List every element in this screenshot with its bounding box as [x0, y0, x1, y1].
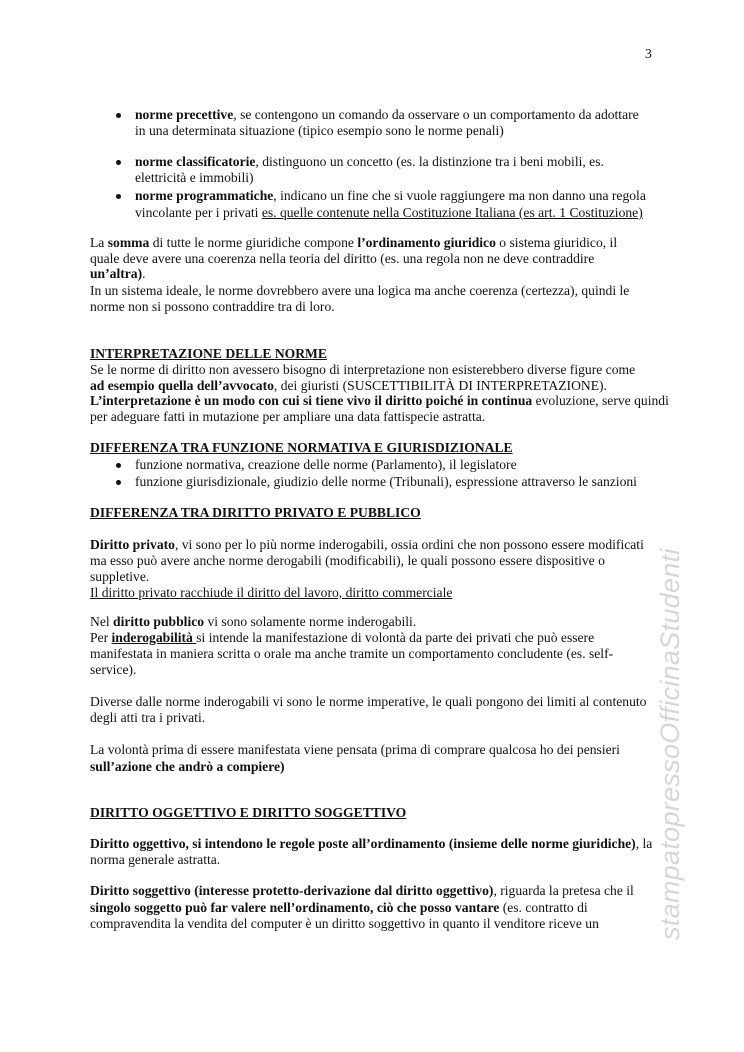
text-line: [90, 710, 205, 726]
text-run: inderogabilità: [111, 630, 197, 645]
text-run: elettricità e immobili): [135, 170, 254, 185]
text-run: La: [90, 235, 108, 250]
text-run: La volontà prima di essere manifestata viene pensata (prima di comprare qualcosa ho dei pensieri: [90, 742, 620, 757]
text-line: [90, 694, 646, 710]
text-line: [90, 900, 588, 916]
bullet-icon: [116, 160, 121, 165]
text-run: .: [142, 266, 146, 281]
text-line: [90, 569, 149, 585]
text-run: per adeguare fatti in mutazione per ampliare una data fattispecie astratta.: [90, 409, 486, 424]
bullet-icon: [116, 480, 121, 485]
bullet-icon: [116, 113, 121, 118]
text-run: norme non si possono contraddire tra di loro.: [90, 299, 335, 314]
text-line: [90, 409, 485, 425]
text-run: diritto pubblico: [113, 614, 205, 629]
watermark: stampatopressoOfficinaStudenti: [655, 548, 685, 940]
text-run: (es. contratto di: [499, 900, 588, 915]
section-heading: [90, 346, 327, 362]
text-run: Nel: [90, 614, 114, 629]
text-run: Diritto privato: [90, 537, 175, 552]
text-run: L’interpretazione è un modo con cui si tiene vivo il diritto poiché in continua: [90, 393, 533, 408]
bullet-item: [135, 457, 517, 473]
text-run: , se contengono un comando da osservare o un comportamento da adottare: [233, 107, 639, 122]
text-run: es. quelle contenute nella Costituzione Italiana (es art. 1 Costituzione): [261, 205, 643, 220]
bullet-item: [135, 474, 637, 490]
bullet-icon: [116, 463, 121, 468]
text-run: norme precettive: [135, 107, 234, 122]
text-run: , dei giuristi (SUSCETTIBILITÀ DI INTERPRETAZIONE).: [273, 378, 607, 393]
text-run: DIRITTO OGGETTIVO E DIRITTO SOGGETTIVO: [90, 805, 407, 820]
text-run: ma esso può avere anche norme derogabili (modificabili), le quali possono essere dispositive o: [90, 553, 605, 568]
text-run: degli atti tra i privati.: [90, 710, 206, 725]
text-run: , la: [635, 836, 653, 851]
bullet-item: [135, 188, 646, 204]
text-run: DIFFERENZA TRA FUNZIONE NORMATIVA E GIURISDIZIONALE: [90, 440, 513, 455]
text-run: singolo soggetto può far valere nell’ordinamento, ciò che posso vantare: [90, 900, 500, 915]
text-line: [90, 852, 220, 868]
text-run: INTERPRETAZIONE DELLE NORME: [90, 346, 327, 361]
text-run: Diritto oggettivo, si intendono le regole poste all’ordinamento (insieme delle norme giuridiche): [90, 836, 636, 851]
text-run: di tutte le norme giuridiche compone: [149, 235, 358, 250]
text-run: Se le norme di diritto non avessero bisogno di interpretazione non esisterebbero diverse figure come: [90, 362, 636, 377]
text-line: [90, 378, 607, 394]
text-line: [90, 759, 285, 775]
text-run: ad esempio quella dell’avvocato: [90, 378, 274, 393]
text-run: , riguarda la pretesa che il: [493, 883, 634, 898]
text-line: [90, 883, 634, 899]
text-run: o sistema giuridico, il: [495, 235, 618, 250]
text-run: service).: [90, 662, 137, 677]
text-line: [90, 916, 599, 932]
text-run: l’ordinamento giuridico: [357, 235, 496, 250]
text-line: [90, 646, 613, 662]
text-run: suppletive.: [90, 569, 150, 584]
text-line: [90, 393, 669, 409]
text-run: evoluzione, serve quindi: [532, 393, 669, 408]
text-line: [90, 283, 629, 299]
text-run: funzione giurisdizionale, giudizio delle norme (Tribunali), espressione attraverso le sanzioni: [135, 474, 637, 489]
text-line: [135, 205, 643, 221]
text-line: [90, 537, 644, 553]
text-run: norme classificatorie: [135, 154, 256, 169]
text-line: [90, 553, 605, 569]
text-run: In un sistema ideale, le norme dovrebbero avere una logica ma anche coerenza (certezza), quindi le: [90, 283, 630, 298]
text-run: norma generale astratta.: [90, 852, 221, 867]
text-line: [90, 630, 594, 646]
text-line: [90, 836, 652, 852]
text-run: , distinguono un concetto (es. la distinzione tra i beni mobili, es.: [255, 154, 604, 169]
text-run: somma: [107, 235, 150, 250]
bullet-item: [135, 154, 604, 170]
text-run: sull’azione che andrò a compiere): [90, 759, 285, 774]
section-heading: [90, 440, 513, 456]
text-run: vincolante per i privati: [135, 205, 262, 220]
page-number: 3: [645, 46, 652, 61]
text-run: , vi sono per lo più norme inderogabili, ossia ordini che non possono essere modificati: [174, 537, 644, 552]
text-line: [90, 251, 594, 267]
bullet-item: [135, 107, 639, 123]
text-line: [90, 585, 452, 601]
text-line: [90, 235, 617, 251]
text-run: in una determinata situazione (tipico esempio sono le norme penali): [135, 123, 504, 138]
text-run: vi sono solamente norme inderogabili.: [204, 614, 417, 629]
text-run: Diritto soggettivo (interesse protetto-derivazione dal diritto oggettivo): [90, 883, 494, 898]
text-run: funzione normativa, creazione delle norme (Parlamento), il legislatore: [135, 457, 517, 472]
text-line: [90, 662, 136, 678]
text-line: [90, 742, 620, 758]
text-run: manifestata in maniera scritta o orale ma anche tramite un comportamento concludente (es. self-: [90, 646, 614, 661]
text-line: [135, 170, 254, 186]
text-run: , indicano un fine che si vuole raggiungere ma non danno una regola: [273, 188, 646, 203]
text-run: Per: [90, 630, 112, 645]
text-run: quale deve avere una coerenza nella teoria del diritto (es. una regola non ne deve contraddire: [90, 251, 595, 266]
text-run: DIFFERENZA TRA DIRITTO PRIVATO E PUBBLICO: [90, 505, 421, 520]
text-line: [135, 123, 504, 139]
text-run: Il diritto privato racchiude il diritto del lavoro, diritto commerciale: [90, 585, 453, 600]
text-run: norme programmatiche: [135, 188, 274, 203]
text-line: [90, 614, 416, 630]
text-run: compravendita la vendita del computer è un diritto soggettivo in quanto il venditore riceve un: [90, 916, 599, 931]
section-heading: [90, 805, 406, 821]
text-run: un’altra): [90, 266, 143, 281]
text-line: [90, 266, 146, 282]
text-line: [90, 362, 635, 378]
section-heading: [90, 505, 421, 521]
text-run: si intende la manifestazione di volontà da parte dei privati che può essere: [196, 630, 595, 645]
text-line: [90, 299, 335, 315]
text-run: Diverse dalle norme inderogabili vi sono le norme imperative, le quali pongono dei limiti al contenuto: [90, 694, 647, 709]
bullet-icon: [116, 194, 121, 199]
